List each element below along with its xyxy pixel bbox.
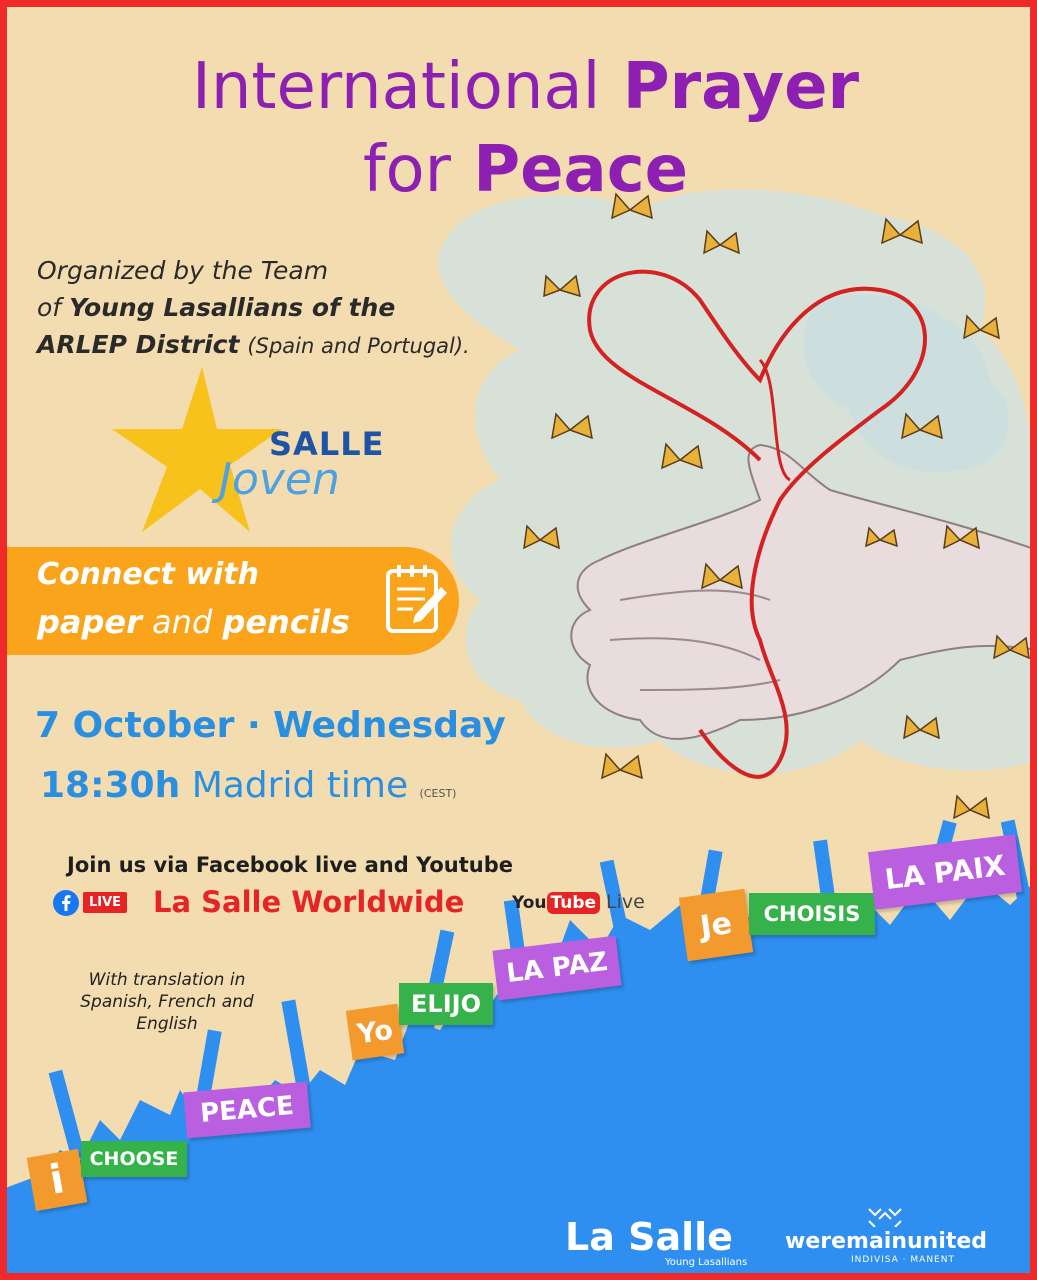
lasalle-logo-text: La Salle [565, 1215, 733, 1259]
title-line-2 [7, 135, 1037, 205]
sign-choisis: CHOISIS [749, 893, 875, 935]
salle-joven-bottom: Joven [219, 454, 340, 505]
youtube-you: You [512, 893, 547, 913]
facebook-icon [53, 890, 79, 916]
organizer-line-2 [37, 289, 470, 326]
sign-i: i [27, 1149, 88, 1211]
translation-line-1: With translation in [88, 970, 246, 990]
star-icon [112, 367, 282, 537]
connect-line-2 [37, 603, 350, 641]
weremainunited-sub: INDIVISA · MANENT [851, 1255, 955, 1265]
sign-la-paz: LA PAZ [492, 936, 621, 1001]
connect-paper: paper [37, 603, 142, 641]
weremainunited-mark-icon [867, 1205, 903, 1227]
sign-je: Je [679, 889, 753, 962]
salle-joven-top: SALLE [269, 425, 385, 463]
event-hour: 18:30h [40, 765, 181, 806]
event-time [40, 765, 456, 806]
event-date: 7 October · Wednesday [35, 705, 506, 746]
notepad-pencil-icon [385, 563, 449, 635]
weremainunited-text: weremainunited [785, 1229, 988, 1254]
join-text: Join us via Facebook live and Youtube [67, 853, 513, 877]
channel-name: La Salle Worldwide [153, 885, 465, 919]
organizer-young-lasallians: Young Lasallians of the [69, 293, 396, 322]
translation-line-2: Spanish, French and English [80, 992, 254, 1034]
organizer-line-3 [37, 326, 470, 365]
connect-line-1: Connect with [37, 557, 259, 592]
sign-choose: CHOOSE [81, 1141, 187, 1177]
event-zone-abbr: (CEST) [419, 787, 457, 800]
youtube-live-logo [512, 891, 645, 913]
organizer-text [37, 252, 470, 365]
title-line-1 [7, 52, 1037, 122]
organizer-of: of [37, 293, 62, 322]
sign-yo: Yo [346, 1004, 404, 1061]
organizer-line-1: Organized by the Team [37, 256, 329, 285]
youtube-tube: Tube [547, 892, 601, 914]
title-international: International [191, 50, 601, 124]
connect-pencils: pencils [222, 603, 350, 641]
connect-and: and [152, 603, 213, 641]
live-badge: LIVE [83, 892, 127, 913]
sign-peace: PEACE [183, 1082, 311, 1139]
title-peace: Peace [473, 133, 689, 207]
sign-la-paix: LA PAIX [868, 834, 1022, 910]
title-prayer: Prayer [622, 50, 860, 124]
sign-elijo: ELIJO [399, 983, 493, 1025]
title-for: for [362, 133, 451, 207]
weremainunited-logo [785, 1229, 988, 1265]
lasalle-logo-sub: Young Lasallians [665, 1257, 748, 1268]
connect-banner [7, 547, 459, 655]
translation-note [47, 969, 287, 1035]
event-zone: Madrid time [191, 765, 409, 806]
youtube-live: Live [605, 891, 645, 913]
lasalle-logo [565, 1215, 748, 1268]
organizer-region: (Spain and Portugal). [247, 334, 470, 358]
organizer-district: ARLEP District [37, 330, 240, 359]
